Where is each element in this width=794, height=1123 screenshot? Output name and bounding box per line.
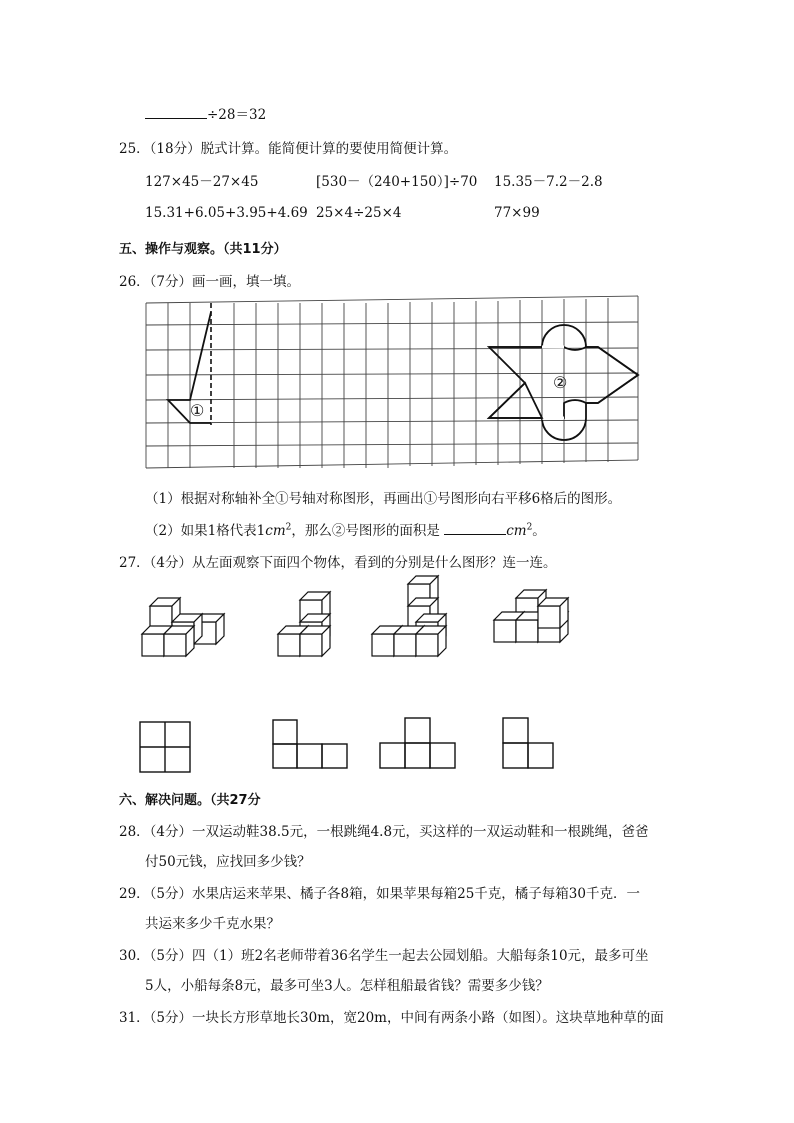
shape-2-label: ②: [553, 373, 568, 392]
q25-expr-2: [530－（240+150）]÷70: [316, 174, 478, 190]
q31-line1: 31．（5分）一块长方形草地长30m，宽20m，中间有两条小路（如图）。这块草地种草的面: [119, 1010, 664, 1026]
view-1: [140, 722, 190, 772]
q29-line1: 29．（5分）水果店运来苹果、橘子各8箱，如果苹果每箱25千克，橘子每箱30千克．一: [119, 886, 640, 902]
q25-expr-1: 127×45－27×45: [145, 174, 259, 190]
q30-line2: 5人，小船每条8元，最多可坐3人。怎样租船最省钱？需要多少钱？: [145, 978, 549, 994]
q25-title: 25．（18分）脱式计算。能简便计算的要使用简便计算。: [119, 141, 458, 157]
q30-line1: 30．（5分）四（1）班2名老师带着36名学生一起去公园划船。大船每条10元，最多可坐: [119, 948, 649, 964]
view-2: [273, 720, 347, 768]
section-6-title: 六、解决问题。（共27分: [119, 793, 261, 808]
q26-sub1: （1）根据对称轴补全①号轴对称图形，再画出①号图形向右平移6格后的图形。: [145, 491, 622, 507]
object-2: [278, 592, 330, 656]
object-3: [372, 576, 446, 656]
shape-1-label: ①: [190, 401, 205, 420]
view-3: [380, 718, 455, 768]
view-4: [503, 718, 553, 768]
q28-line2: 付50元钱，应找回多少钱？: [145, 854, 311, 870]
q27-title: 27．（4分）从左面观察下面四个物体，看到的分别是什么图形？连一连。: [119, 555, 557, 571]
q25-expr-5: 25×4÷25×4: [316, 205, 402, 221]
q26-sub2: （2）如果1格代表$1cm^2$，那么②号图形的面积是 $cm^2$。: [145, 519, 546, 539]
object-4: [494, 590, 568, 642]
section-5-title: 五、操作与观察。（共11分）: [119, 242, 287, 257]
q25-expr-6: 77×99: [494, 205, 540, 221]
q29-line2: 共运来多少千克水果？: [145, 916, 280, 932]
q26-title: 26．（7分）画一画，填一填。: [119, 274, 301, 290]
q25-expr-4: 15.31+6.05+3.95+4.69: [145, 205, 308, 221]
object-1: [142, 598, 224, 656]
q28-line1: 28．（4分）一双运动鞋38.5元，一根跳绳4.8元，买这样的一双运动鞋和一根跳绳，爸爸: [119, 824, 649, 840]
q25-expr-3: 15.35－7.2－2.8: [494, 174, 603, 190]
q24-expression: ÷28＝32: [145, 103, 266, 123]
